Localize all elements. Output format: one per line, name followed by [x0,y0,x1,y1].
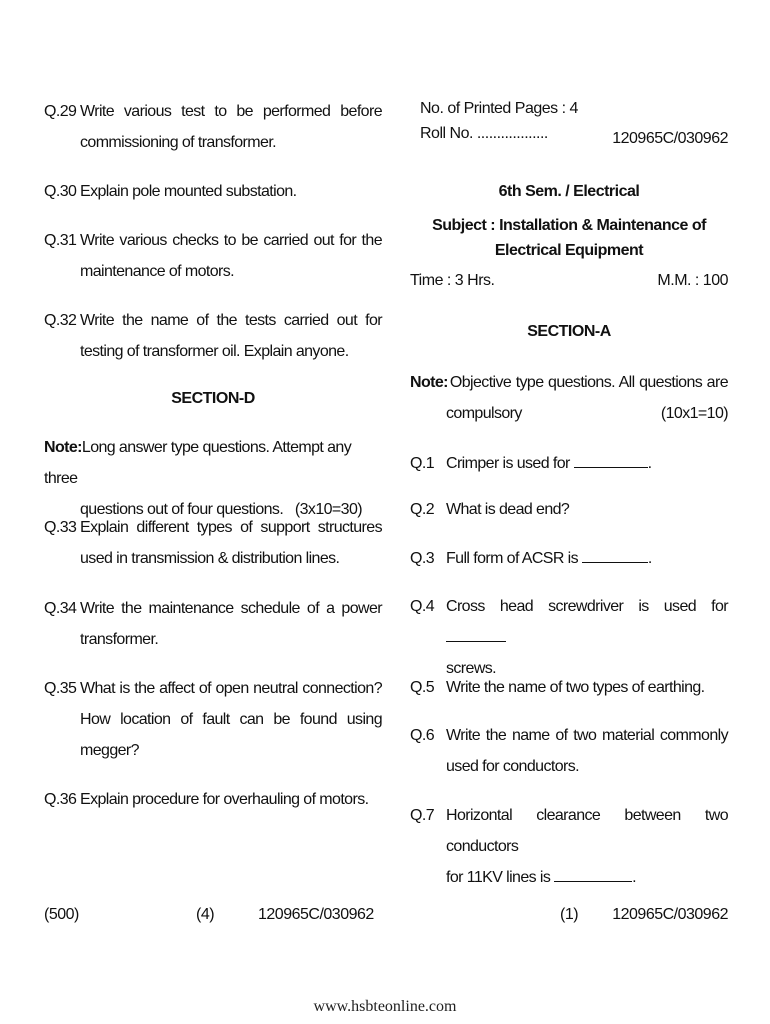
question-33 [44,512,382,574]
question-text-continued: for 11KV lines is [446,869,555,886]
question-text: Explain procedure for overhauling of motors. [80,791,369,808]
question-31 [44,225,382,287]
question-stem: Crimper is used for [446,455,574,472]
question-number: Q.34 [44,600,77,617]
question-suffix: . [647,550,652,567]
question-number: Q.35 [44,680,77,697]
left-column [44,0,382,1024]
question-text: Explain different types of support structures used in transmission & distribution lines. [80,519,382,567]
time-marks-row [410,272,728,290]
semester-title: 6th Sem. / Electrical [498,183,640,200]
question-text [446,543,728,574]
question-text [446,591,728,684]
printed-pages-text: No. of Printed Pages : 4 [420,100,578,117]
question-29 [44,96,382,158]
page-number: (4) [196,906,215,923]
copies-count: (500) [44,906,79,923]
time-allowed: Time : 3 Hrs. [410,272,495,289]
question-4 [410,591,728,684]
question-number: Q.32 [44,312,77,329]
note-text-continued: questions out of four questions. [80,501,284,518]
note-label: Note: [410,374,448,391]
question-text: Write the name of the tests carried out for testing of transformer oil. Explain anyone. [80,312,382,360]
question-stem: Full form of ACSR is [446,550,582,567]
question-3 [410,543,728,574]
paper-code: 120965C/030962 [258,906,374,923]
question-suffix: . [647,455,652,472]
question-30 [44,176,382,207]
question-text: What is dead end? [446,501,570,518]
question-text: What is the affect of open neutral connection? How location of fault can be found using megger? [80,680,382,759]
question-7 [410,800,728,893]
question-text: Write the name of two material commonly used for conductors. [446,727,728,775]
question-text: Explain pole mounted substation. [80,183,297,200]
question-text [446,448,728,479]
answer-blank [574,451,648,468]
question-number: Q.31 [44,232,77,249]
subject-line-2: Electrical Equipment [494,242,644,259]
note-text: Long answer type questions. Attempt any three [44,439,352,487]
answer-blank [554,865,632,882]
question-text: Write the maintenance schedule of a power transformer. [80,600,382,648]
question-number: Q.5 [410,679,434,696]
question-number: Q.7 [410,807,434,824]
question-suffix: . [632,869,636,886]
note-marks: (10x1=10) [660,405,728,422]
section-d-heading: SECTION-D [171,390,255,407]
question-stem: Cross head screwdriver is used for [446,598,728,615]
note-text: Objective type questions. All questions are [449,374,728,391]
question-number: Q.4 [410,598,434,615]
maximum-marks: M.M. : 100 [657,272,728,289]
question-number: Q.2 [410,501,434,518]
roll-no: Roll No. .................. [420,125,548,142]
answer-blank [582,546,648,563]
question-text-continued: screws. [446,660,497,677]
note-marks: (3x10=30) [294,501,362,518]
question-number: Q.6 [410,727,434,744]
paper-code: 120965C/030962 [612,906,728,923]
question-stem: Horizontal clearance between two conductors [446,807,728,855]
question-34 [44,593,382,655]
question-number: Q.3 [410,550,434,567]
question-2 [410,494,728,525]
answer-blank [446,625,506,642]
question-36 [44,784,382,815]
question-text [446,800,728,893]
question-text: Write the name of two types of earthing. [446,679,705,696]
question-35 [44,673,382,766]
question-number: Q.30 [44,183,77,200]
website-footer: www.hsbteonline.com [313,998,457,1015]
note-label: Note: [44,439,82,456]
question-text: Write various test to be performed before commissioning of transformer. [80,103,382,151]
question-5 [410,672,728,703]
question-number: Q.1 [410,455,434,472]
note-text-continued: compulsory [446,405,522,422]
question-text: Write various checks to be carried out for the maintenance of motors. [80,232,382,280]
printed-pages [420,96,578,146]
subject-line-1: Subject : Installation & Maintenance of [432,217,706,234]
question-32 [44,305,382,367]
header-paper-code: 120965C/030962 [612,130,728,147]
question-6 [410,720,728,782]
page-number: (1) [560,906,579,923]
question-number: Q.29 [44,103,77,120]
right-column [410,0,728,1024]
question-1 [410,448,728,479]
question-number: Q.33 [44,519,77,536]
question-number: Q.36 [44,791,77,808]
section-a-note [410,367,728,429]
section-a-heading: SECTION-A [527,323,611,340]
